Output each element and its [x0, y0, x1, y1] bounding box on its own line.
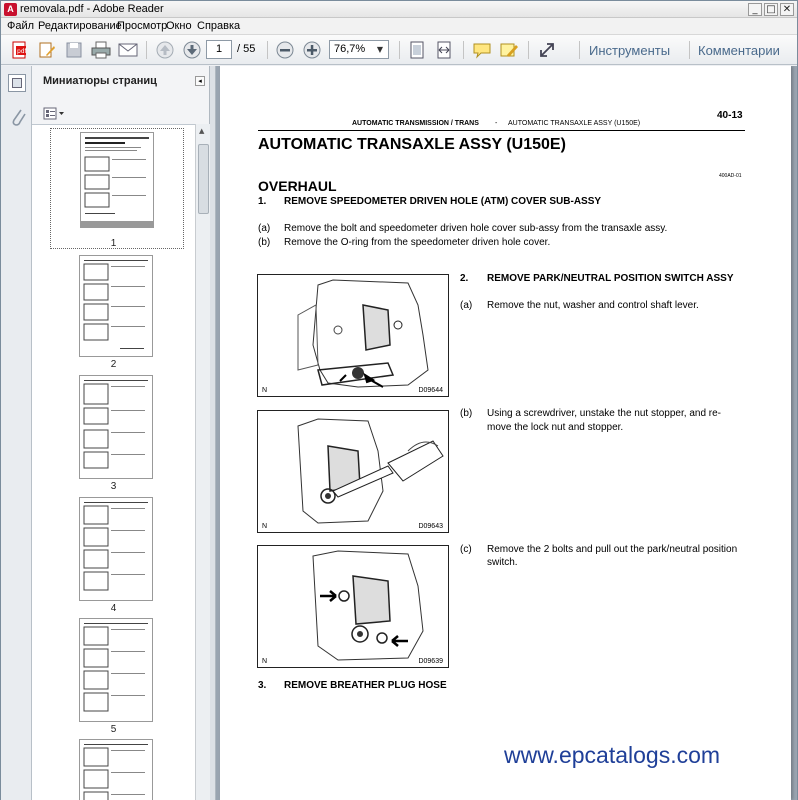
- step-2-number: 2.: [460, 273, 469, 284]
- menu-view[interactable]: Просмотр: [117, 20, 168, 32]
- fit-page-icon[interactable]: [407, 40, 427, 60]
- maximize-button[interactable]: □: [764, 3, 778, 16]
- thumbnail-label: 1: [110, 238, 117, 249]
- figure-1-code: D09644: [418, 387, 443, 394]
- thumbnail-label: 4: [110, 603, 117, 614]
- toolbar-separator: [399, 41, 400, 59]
- close-button[interactable]: ✕: [780, 3, 794, 16]
- pdf-page: [220, 66, 791, 800]
- step-2b-line-1: Using a screwdriver, unstake the nut stopper, and re-: [487, 408, 722, 419]
- step-2b-mark: (b): [460, 408, 473, 419]
- step-2-heading: REMOVE PARK/NEUTRAL POSITION SWITCH ASSY: [487, 273, 734, 284]
- toolbar-separator: [579, 41, 580, 59]
- step-2b-line-2: move the lock nut and stopper.: [487, 422, 624, 433]
- thumbnail-scrollbar[interactable]: [195, 124, 210, 800]
- toolbar-separator: [463, 41, 464, 59]
- figure-1-orientation: N: [262, 387, 268, 394]
- comment-icon[interactable]: [472, 40, 492, 60]
- figure-3-code: D09639: [418, 658, 443, 665]
- transaxle-illustration: [258, 275, 448, 396]
- running-header-separator: -: [495, 120, 498, 127]
- screwdriver-illustration: [258, 411, 448, 532]
- step-1b-text: Remove the O-ring from the speedometer driven hole cover.: [284, 237, 551, 248]
- menu-file[interactable]: Файл: [7, 20, 35, 32]
- step-2a-text: Remove the nut, washer and control shaft lever.: [487, 300, 699, 311]
- create-pdf-icon[interactable]: [10, 40, 30, 60]
- step-1b-mark: (b): [258, 237, 271, 248]
- step-2c-mark: (c): [460, 544, 472, 555]
- scrollbar-thumb[interactable]: [198, 144, 209, 214]
- attachments-icon[interactable]: [9, 106, 27, 128]
- collapse-panel-button[interactable]: ◂: [195, 76, 205, 86]
- email-icon[interactable]: [118, 40, 138, 60]
- thumbnail-page-1[interactable]: [80, 132, 154, 228]
- menu-help[interactable]: Справка: [197, 20, 241, 32]
- page-number: 40-13: [717, 110, 743, 121]
- toolbar-separator: [689, 41, 690, 59]
- zoom-input[interactable]: 76,7%: [329, 40, 389, 59]
- edit-icon[interactable]: [37, 40, 57, 60]
- header-rule: [258, 130, 745, 131]
- toolbar: [1, 35, 797, 65]
- save-icon[interactable]: [64, 40, 84, 60]
- zoom-in-icon[interactable]: [302, 40, 322, 60]
- thumbnail-page-6[interactable]: [79, 739, 153, 800]
- toolbar-separator: [528, 41, 529, 59]
- thumbnail-page-4[interactable]: [79, 497, 153, 601]
- zoom-out-icon[interactable]: [275, 40, 295, 60]
- step-2c-line-1: Remove the 2 bolts and pull out the park/neutral position: [487, 544, 738, 555]
- step-1a-text: Remove the bolt and speedometer driven hole cover sub-assy from the transaxle assy.: [284, 223, 668, 234]
- fit-width-icon[interactable]: [434, 40, 454, 60]
- toolbar-separator: [267, 41, 268, 59]
- thumbnail-label: 2: [110, 359, 117, 370]
- highlight-icon[interactable]: [499, 40, 519, 60]
- title-bar: [1, 1, 797, 18]
- page-thumbnails-icon[interactable]: [8, 74, 26, 92]
- switch-bolts-illustration: [258, 546, 448, 667]
- section-heading: OVERHAUL: [258, 178, 337, 194]
- figure-3: [257, 545, 449, 668]
- figure-2-code: D09643: [418, 523, 443, 530]
- menu-edit[interactable]: Редактирование: [38, 20, 122, 32]
- svg-text:pdf: pdf: [17, 48, 27, 55]
- step-2c-line-2: switch.: [487, 557, 518, 568]
- window-title: removala.pdf - Adobe Reader: [20, 3, 164, 15]
- figure-2-orientation: N: [262, 523, 268, 530]
- document-title: AUTOMATIC TRANSAXLE ASSY (U150E): [258, 136, 566, 153]
- toolbar-separator: [146, 41, 147, 59]
- panel-title: Миниатюры страниц: [43, 75, 157, 87]
- figure-1: [257, 274, 449, 397]
- prev-page-icon[interactable]: [155, 40, 175, 60]
- step-3-heading: REMOVE BREATHER PLUG HOSE: [284, 680, 447, 691]
- options-icon[interactable]: [43, 106, 65, 120]
- step-2a-mark: (a): [460, 300, 473, 311]
- step-1a-mark: (a): [258, 223, 271, 234]
- running-header: AUTOMATIC TRANSMISSION / TRANS: [352, 120, 479, 127]
- thumbnail-page-2[interactable]: [79, 255, 153, 357]
- page-number-input[interactable]: 1: [206, 40, 232, 59]
- expand-icon[interactable]: [537, 40, 557, 60]
- minimize-button[interactable]: _: [748, 3, 762, 16]
- adobe-reader-icon: A: [4, 3, 17, 16]
- running-header-subtitle: AUTOMATIC TRANSAXLE ASSY (U150E): [508, 120, 641, 127]
- print-icon[interactable]: [91, 40, 111, 60]
- next-page-icon[interactable]: [182, 40, 202, 60]
- figure-3-orientation: N: [262, 658, 268, 665]
- document-view: [216, 66, 797, 800]
- navigation-rail: [1, 66, 32, 800]
- step-1-number: 1.: [258, 196, 267, 207]
- thumbnail-page-5[interactable]: [79, 618, 153, 722]
- comments-button[interactable]: Комментарии: [698, 43, 780, 58]
- watermark-text: www.epcatalogs.com: [504, 742, 721, 768]
- thumbnail-page-3[interactable]: [79, 375, 153, 479]
- document-code: 400AD-01: [719, 173, 742, 179]
- thumbnails-panel: [32, 66, 210, 800]
- menu-window[interactable]: Окно: [166, 20, 192, 32]
- scroll-up-icon[interactable]: ▲: [199, 127, 205, 135]
- thumbnail-list: [32, 124, 195, 800]
- chevron-down-icon[interactable]: ▼: [376, 45, 384, 54]
- thumbnail-label: 5: [110, 724, 117, 735]
- figure-2: [257, 410, 449, 533]
- menu-bar: [1, 18, 797, 35]
- thumbnail-label: 3: [110, 481, 117, 492]
- page-total: / 55: [237, 43, 256, 55]
- step-1-heading: REMOVE SPEEDOMETER DRIVEN HOLE (ATM) COVER SUB-ASSY: [284, 196, 602, 207]
- step-3-number: 3.: [258, 680, 267, 691]
- tools-button[interactable]: Инструменты: [589, 43, 671, 58]
